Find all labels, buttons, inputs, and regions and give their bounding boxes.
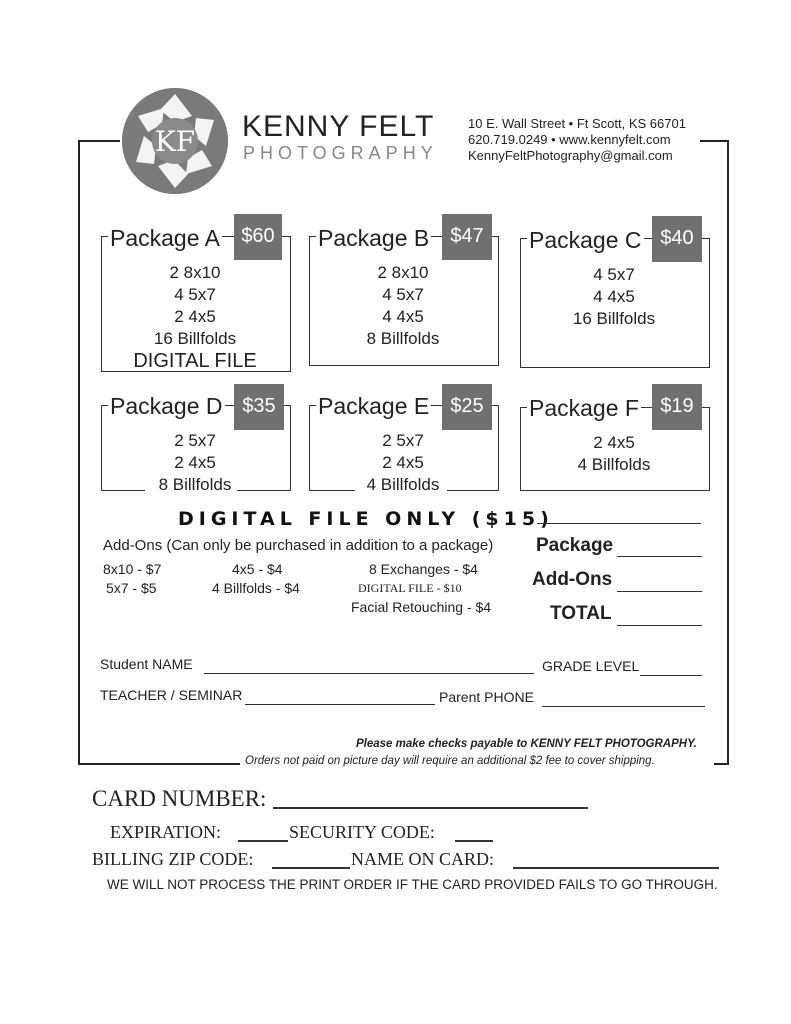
addon-item: Facial Retouching - $4 [351,599,492,615]
package-e-item: 2 5x7 [382,431,424,450]
package-a-item: 2 4x5 [174,307,216,326]
package-b-price: $47 [442,214,492,260]
brand-name: KENNY FELT [242,110,435,143]
card-number-field[interactable] [273,807,588,809]
addon-item: 8x10 - $7 [103,561,162,577]
package-c-title: Package C [529,227,642,253]
package-f-items [531,432,697,476]
name-on-card-label: NAME ON CARD: [351,849,495,869]
package-f-item: 4 Billfolds [577,455,651,474]
package-d-item: 2 4x5 [174,453,216,472]
contact-phone-web: 620.719.0249 • www.kennyfelt.com [468,132,671,147]
expiration-label: EXPIRATION: [110,822,221,842]
expiration-field[interactable] [238,840,288,842]
brand-subtitle: PHOTOGRAPHY [243,143,438,163]
package-e-item: 2 4x5 [382,453,424,472]
package-c-item: 4 5x7 [593,265,635,284]
card-warning-text: WE WILL NOT PROCESS THE PRINT ORDER IF THE CARD PROVIDED FAILS TO GO THROUGH. [107,877,718,892]
package-f-item: 2 4x5 [593,433,635,452]
package-b-item: 8 Billfolds [366,329,440,348]
package-b-item: 4 4x5 [382,307,424,326]
package-e-items [320,430,486,496]
grand-total-field[interactable] [617,625,702,626]
security-code-field[interactable] [455,840,493,842]
package-a-title: Package A [110,225,220,251]
package-total-label: Package [536,535,614,556]
package-c-price: $40 [652,216,702,262]
grand-total-label: TOTAL [550,603,612,624]
package-c-item: 4 4x5 [593,287,635,306]
package-d-price: $35 [234,384,284,430]
card-number-label: CARD NUMBER: [92,786,267,811]
student-name-label: Student NAME [100,656,193,672]
package-a-price: $60 [234,214,282,260]
addon-item: DIGITAL FILE - $10 [358,581,462,595]
addon-item: 5x7 - $5 [106,580,157,596]
digital-file-only-field[interactable] [537,523,701,524]
package-a-digital-file: DIGITAL FILE [133,350,257,372]
billing-zip-field[interactable] [272,867,350,869]
billing-zip-label: BILLING ZIP CODE: [92,849,254,869]
grade-level-label: GRADE LEVEL [542,658,640,674]
addon-item: 8 Exchanges - $4 [369,561,478,577]
logo-letters: KF [154,125,196,158]
security-code-label: SECURITY CODE: [289,822,435,842]
package-c-items [531,264,697,330]
checks-payable-note: Please make checks payable to KENNY FELT PHOTOGRAPHY. [356,738,697,750]
package-d-item: 2 5x7 [174,431,216,450]
logo-aperture-icon [122,88,228,194]
addon-item: 4 Billfolds - $4 [212,580,300,596]
frame-bottom-right-line [714,763,729,765]
package-total-field[interactable] [617,556,702,557]
package-b-item: 4 5x7 [382,285,424,304]
frame-top-left-line [78,140,120,142]
addons-heading: Add-Ons (Can only be purchased in addition to a package) [103,537,494,554]
contact-address: 10 E. Wall Street • Ft Scott, KS 66701 [468,116,686,131]
parent-phone-label: Parent PHONE [439,689,534,705]
addons-total-label: Add-Ons [532,569,613,590]
contact-email: KennyFeltPhotography@gmail.com [468,148,673,163]
package-a-item: 4 5x7 [174,285,216,304]
grade-level-field[interactable] [640,675,702,676]
addon-item: 4x5 - $4 [232,561,283,577]
frame-bottom-left-line [78,763,240,765]
package-b-items [320,262,486,350]
package-d-title: Package D [110,393,223,419]
package-a-items [112,262,278,372]
addons-total-field[interactable] [617,591,702,592]
package-e-item: 4 Billfolds [366,475,440,494]
package-e-price: $25 [442,384,492,430]
teacher-seminar-field[interactable] [245,704,435,705]
digital-file-only-label: DIGITAL FILE ONLY ($15) [178,508,554,530]
frame-left-line [78,140,80,764]
package-d-items [112,430,278,496]
package-b-title: Package B [318,225,430,251]
package-f-price: $19 [652,384,702,430]
package-a-item: 2 8x10 [169,263,221,282]
name-on-card-field[interactable] [513,867,719,869]
package-b-item: 2 8x10 [377,263,429,282]
package-f-title: Package F [529,395,639,421]
package-c-item: 16 Billfolds [572,309,656,328]
package-d-item: 8 Billfolds [158,475,232,494]
package-e-title: Package E [318,393,430,419]
shipping-fee-note: Orders not paid on picture day will require an additional $2 fee to cover shipping. [245,755,655,767]
teacher-seminar-label: TEACHER / SEMINAR [100,687,243,703]
frame-top-right-line [700,140,728,142]
frame-right-line [727,140,729,764]
student-name-field[interactable] [204,673,534,674]
package-a-item: 16 Billfolds [153,329,237,348]
parent-phone-field[interactable] [542,706,705,707]
